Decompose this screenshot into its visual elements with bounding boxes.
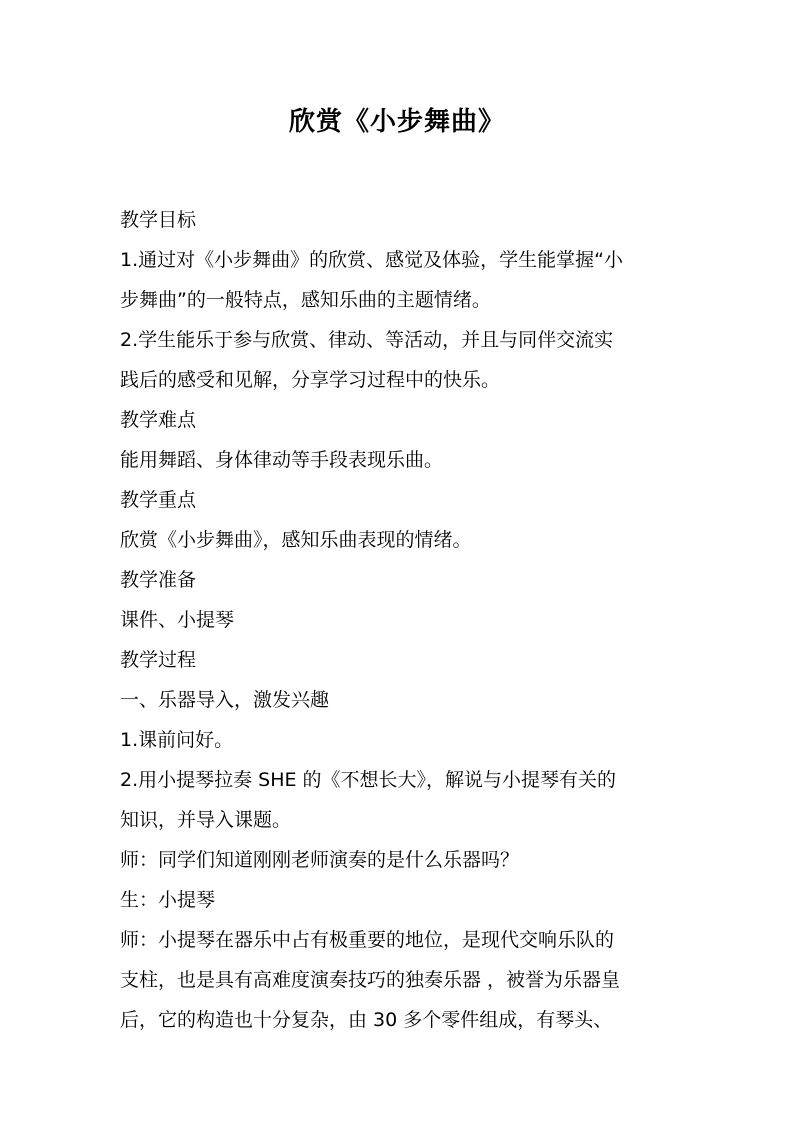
text-line: 知识，并导入课题。 — [120, 809, 292, 831]
text-line: 2.学生能乐于参与欣赏、律动、等活动，并且与同伴交流实 — [120, 329, 614, 351]
text-line: 后，它的构造也十分复杂，由 30 多个零件组成，有琴头、 — [120, 1009, 613, 1031]
document-title: 欣赏《小步舞曲》 — [288, 107, 505, 137]
document-body — [120, 200, 676, 1040]
text-line: 步舞曲”的一般特点，感知乐曲的主题情绪。 — [120, 289, 491, 311]
text-line: 2.用小提琴拉奏 SHE 的《不想长大》，解说与小提琴有关的 — [120, 769, 617, 791]
text-line: 能用舞蹈、身体律动等手段表现乐曲。 — [120, 449, 444, 471]
subsection-heading: 一、乐器导入，激发兴趣 — [120, 689, 330, 711]
section-heading-difficulty: 教学难点 — [120, 409, 197, 431]
text-line: 1.课前问好。 — [120, 729, 234, 751]
dialogue-line: 师：小提琴在器乐中占有极重要的地位，是现代交响乐队的 — [120, 929, 615, 951]
dialogue-line: 师：同学们知道刚刚老师演奏的是什么乐器吗？ — [120, 849, 520, 871]
text-line: 课件、小提琴 — [120, 609, 235, 631]
dialogue-line: 生：小提琴 — [120, 889, 216, 911]
section-heading-process: 教学过程 — [120, 649, 197, 671]
section-heading-objectives: 教学目标 — [120, 209, 197, 231]
text-line: 践后的感受和见解，分享学习过程中的快乐。 — [120, 369, 501, 391]
text-line: 1.通过对《小步舞曲》的欣赏、感觉及体验，学生能掌握“小 — [120, 249, 623, 271]
text-line: 支柱，也是具有高难度演奏技巧的独奏乐器 ，被誉为乐器皇 — [120, 969, 621, 991]
section-heading-preparation: 教学准备 — [120, 569, 197, 591]
section-heading-key-points: 教学重点 — [120, 489, 197, 511]
text-line: 欣赏《小步舞曲》，感知乐曲表现的情绪。 — [120, 529, 472, 551]
